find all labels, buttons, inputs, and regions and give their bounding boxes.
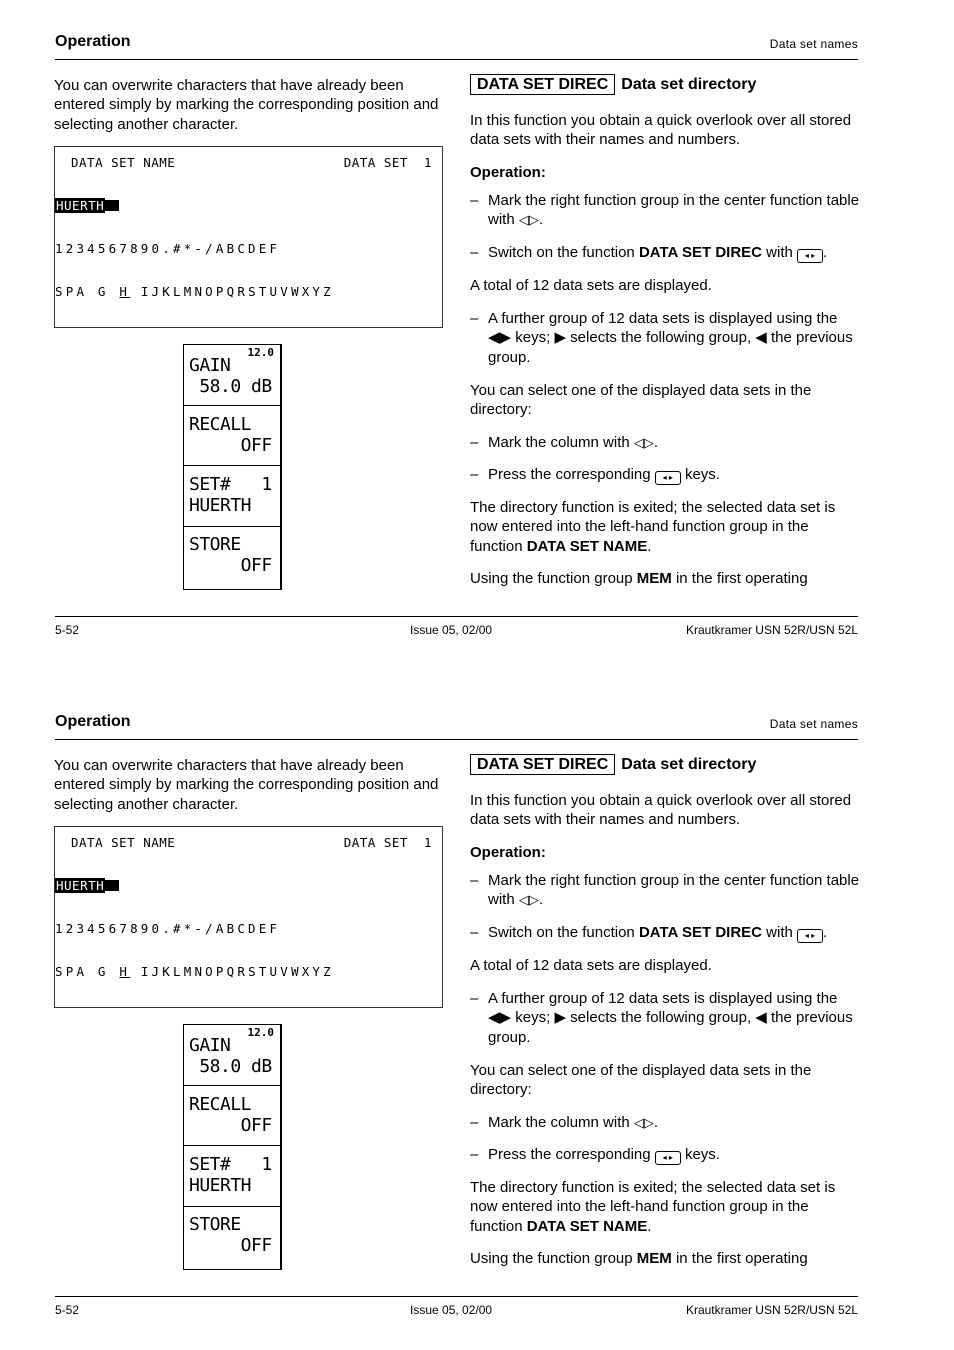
intro-text: In this function you obtain a quick overlook over all stored data sets with their names and numbers. bbox=[470, 112, 852, 149]
section-title: Data set directory bbox=[621, 756, 757, 773]
step-further-group bbox=[488, 989, 862, 1047]
step3-text-a: A further group of 12 data sets is displayed using the bbox=[488, 990, 838, 1007]
arrow-left-solid-icon: ◀ bbox=[488, 1009, 500, 1027]
function-group-lcd bbox=[183, 1024, 282, 1270]
screen-title: DATA SET NAME bbox=[71, 835, 176, 850]
arrow-right-outline-icon: ▷ bbox=[528, 892, 539, 908]
using-text bbox=[470, 569, 862, 588]
double-arrow-key-icon: ◂ ▸ bbox=[797, 929, 823, 943]
step2-bold: DATA SET DIREC bbox=[638, 924, 762, 941]
bullet-dash: – bbox=[470, 1146, 479, 1163]
using-text-a: Using the function group bbox=[470, 570, 633, 587]
arrow-right-solid-icon: ▶ bbox=[554, 329, 566, 347]
arrow-right-solid-icon: ▶ bbox=[499, 1009, 512, 1027]
step2-bold: DATA SET DIREC bbox=[638, 244, 762, 261]
step3-text-d: the previous group. bbox=[488, 329, 853, 366]
set-name: HUERTH bbox=[189, 495, 252, 516]
step-mark-group: Mark the right function group in the center function table with ◁▷. bbox=[488, 872, 860, 909]
gain-label: GAIN bbox=[189, 1035, 231, 1056]
lcd-recall bbox=[184, 405, 280, 466]
section-heading bbox=[470, 74, 756, 95]
using-text-b: in the first operating bbox=[675, 1250, 808, 1267]
exit-bold: DATA SET NAME bbox=[526, 537, 648, 555]
screen-title: DATA SET NAME bbox=[71, 155, 176, 170]
bullet-dash: – bbox=[470, 244, 479, 261]
double-arrow-key-icon: ◂ ▸ bbox=[797, 249, 823, 263]
step-mark-column: Mark the column with ◁▷. bbox=[488, 1114, 659, 1131]
gain-step: 12.0 bbox=[247, 346, 274, 359]
select-text: You can select one of the displayed data sets in the directory: bbox=[470, 382, 812, 419]
lcd-set bbox=[184, 1146, 280, 1207]
intro-text: In this function you obtain a quick overlook over all stored data sets with their names and numbers. bbox=[470, 792, 852, 829]
arrow-right-solid-icon: ▶ bbox=[499, 329, 512, 347]
char-row-1: 1234567890.#*-/ABCDEF bbox=[55, 921, 281, 936]
arrow-left-outline-icon: ◁ bbox=[633, 1115, 644, 1130]
header-rule bbox=[55, 59, 858, 60]
gain-label: GAIN bbox=[189, 355, 231, 376]
recall-value: OFF bbox=[189, 1115, 272, 1136]
exit-text-a: The directory function is exited; the selected data set is now entered into the left-hand function group in the function bbox=[470, 1179, 836, 1235]
step2-with: with bbox=[766, 244, 793, 261]
step5-text-a: Press the corresponding bbox=[488, 466, 651, 483]
bullet-dash: – bbox=[470, 990, 479, 1007]
bullet-dash: – bbox=[470, 1114, 479, 1131]
total-text: A total of 12 data sets are displayed. bbox=[470, 277, 712, 294]
function-group-lcd bbox=[183, 344, 282, 590]
step-mark-group: Mark the right function group in the center function table with ◁▷. bbox=[488, 192, 860, 229]
footer-issue: Issue 05, 02/00 bbox=[410, 1303, 493, 1317]
cursor-block bbox=[105, 200, 119, 211]
page-top bbox=[0, 0, 954, 660]
arrow-right-outline-icon: ▷ bbox=[643, 1115, 654, 1130]
recall-label: RECALL bbox=[189, 414, 252, 435]
using-bold: MEM bbox=[636, 1250, 672, 1267]
lcd-recall bbox=[184, 1085, 280, 1146]
footer-product: Krautkramer USN 52R/USN 52L bbox=[685, 1303, 858, 1317]
cursor-block bbox=[105, 880, 119, 891]
arrow-right-outline-icon: ▷ bbox=[643, 435, 654, 450]
char-row-2 bbox=[55, 964, 334, 979]
data-set-name-screen bbox=[54, 146, 443, 328]
char-row-2 bbox=[55, 284, 334, 299]
store-label: STORE bbox=[189, 534, 241, 555]
header-rule bbox=[55, 739, 858, 740]
bullet-dash: – bbox=[470, 192, 479, 209]
gain-value: 58.0 dB bbox=[189, 376, 272, 397]
bullet-dash: – bbox=[470, 872, 479, 889]
name-highlight: HUERTH bbox=[56, 878, 105, 893]
store-value: OFF bbox=[189, 555, 272, 576]
bullet-dash: – bbox=[470, 466, 479, 483]
set-label: SET# 1 bbox=[189, 474, 272, 495]
page-bottom bbox=[0, 680, 954, 1340]
using-text-a: Using the function group bbox=[470, 1250, 633, 1267]
lcd-gain bbox=[184, 1025, 280, 1086]
lcd-store bbox=[184, 1207, 280, 1267]
step3-text-b: keys; bbox=[515, 1009, 551, 1027]
lcd-gain bbox=[184, 345, 280, 406]
step1-text: Mark the right function group in the center function table with bbox=[488, 872, 860, 909]
section-title: Data set directory bbox=[621, 76, 757, 93]
arrow-left-outline-icon: ◁ bbox=[633, 435, 644, 450]
step4-text: Mark the column with bbox=[488, 1114, 630, 1131]
set-name: HUERTH bbox=[189, 1175, 252, 1196]
screen-set-number: DATA SET 1 bbox=[343, 155, 432, 170]
step-press-keys bbox=[488, 465, 862, 485]
recall-label: RECALL bbox=[189, 1094, 252, 1115]
footer-page: 5-52 bbox=[55, 623, 80, 637]
operation-label: Operation: bbox=[470, 164, 546, 181]
exit-text: The directory function is exited; the selected data set is now entered into the left-hand function group in the function DATA SET NAME. bbox=[470, 1179, 836, 1235]
recall-value: OFF bbox=[189, 435, 272, 456]
arrow-right-outline-icon: ▷ bbox=[528, 212, 539, 228]
total-text: A total of 12 data sets are displayed. bbox=[470, 957, 712, 974]
store-label: STORE bbox=[189, 1214, 241, 1235]
footer-product: Krautkramer USN 52R/USN 52L bbox=[685, 623, 858, 637]
screen-set-number: DATA SET 1 bbox=[343, 835, 432, 850]
footer-issue: Issue 05, 02/00 bbox=[410, 623, 493, 637]
step2-text: Switch on the function bbox=[488, 244, 635, 261]
section-heading bbox=[470, 754, 756, 775]
arrow-left-outline-icon: ◁ bbox=[518, 892, 529, 908]
function-tag: DATA SET DIREC bbox=[470, 754, 615, 775]
exit-text-a: The directory function is exited; the selected data set is now entered into the left-hand function group in the function bbox=[470, 499, 836, 555]
header-title: Operation bbox=[55, 713, 131, 730]
arrow-left-solid-icon: ◀ bbox=[755, 1009, 767, 1027]
name-highlight: HUERTH bbox=[56, 198, 105, 213]
arrow-left-outline-icon: ◁ bbox=[518, 212, 529, 228]
step-press-keys bbox=[488, 1145, 862, 1165]
exit-bold: DATA SET NAME bbox=[526, 1217, 648, 1235]
step-further-group bbox=[488, 309, 862, 367]
set-label: SET# 1 bbox=[189, 1154, 272, 1175]
lcd-store bbox=[184, 527, 280, 587]
step3-text-c: selects the following group, bbox=[570, 1009, 752, 1027]
step2-text: Switch on the function bbox=[488, 924, 635, 941]
gain-value: 58.0 dB bbox=[189, 1056, 272, 1077]
step5-text-b: keys. bbox=[684, 1146, 720, 1163]
step-switch-on: Switch on the function DATA SET DIREC with ◂ ▸ . bbox=[488, 244, 828, 261]
footer-rule bbox=[55, 616, 858, 617]
step2-with: with bbox=[766, 924, 793, 941]
row2-cursor: H bbox=[119, 964, 131, 979]
step3-text-d: the previous group. bbox=[488, 1009, 853, 1046]
using-bold: MEM bbox=[636, 570, 672, 587]
lcd-set bbox=[184, 466, 280, 527]
bullet-dash: – bbox=[470, 924, 479, 941]
using-text-b: in the first operating bbox=[675, 570, 808, 587]
screen-name-field bbox=[55, 878, 119, 893]
gain-step: 12.0 bbox=[247, 1026, 274, 1039]
step-switch-on: Switch on the function DATA SET DIREC with ◂ ▸ . bbox=[488, 924, 828, 941]
arrow-left-solid-icon: ◀ bbox=[488, 329, 500, 347]
row2-rest: IJKLMNOPQRSTUVWXYZ bbox=[130, 964, 334, 979]
footer-rule bbox=[55, 1296, 858, 1297]
operation-label: Operation: bbox=[470, 844, 546, 861]
exit-text: The directory function is exited; the selected data set is now entered into the left-hand function group in the function DATA SET NAME. bbox=[470, 499, 836, 555]
double-arrow-key-icon: ◂ ▸ bbox=[655, 471, 681, 485]
double-arrow-key-icon: ◂ ▸ bbox=[655, 1151, 681, 1165]
store-value: OFF bbox=[189, 1235, 272, 1256]
step-mark-column: Mark the column with ◁▷. bbox=[488, 434, 659, 451]
header-title: Operation bbox=[55, 33, 131, 50]
header-section: Data set names bbox=[769, 37, 858, 51]
bullet-dash: – bbox=[470, 310, 479, 327]
screen-name-field bbox=[55, 198, 119, 213]
arrow-right-solid-icon: ▶ bbox=[554, 1009, 566, 1027]
footer-page: 5-52 bbox=[55, 1303, 80, 1317]
arrow-left-solid-icon: ◀ bbox=[755, 329, 767, 347]
step5-text-a: Press the corresponding bbox=[488, 1146, 651, 1163]
step3-text-b: keys; bbox=[515, 329, 551, 347]
step3-text-c: selects the following group, bbox=[570, 329, 752, 347]
row2-prefix: SPA G bbox=[55, 964, 120, 979]
step4-text: Mark the column with bbox=[488, 434, 630, 451]
step1-text: Mark the right function group in the center function table with bbox=[488, 192, 860, 229]
select-text: You can select one of the displayed data sets in the directory: bbox=[470, 1062, 812, 1099]
step5-text-b: keys. bbox=[684, 466, 720, 483]
row2-prefix: SPA G bbox=[55, 284, 120, 299]
row2-rest: IJKLMNOPQRSTUVWXYZ bbox=[130, 284, 334, 299]
step3-text-a: A further group of 12 data sets is displayed using the bbox=[488, 310, 838, 327]
function-tag: DATA SET DIREC bbox=[470, 74, 615, 95]
left-paragraph: You can overwrite characters that have already been entered simply by marking the corresponding position and selecting another character. bbox=[54, 757, 439, 813]
left-paragraph: You can overwrite characters that have already been entered simply by marking the corresponding position and selecting another character. bbox=[54, 77, 439, 133]
header-section: Data set names bbox=[769, 717, 858, 731]
using-text bbox=[470, 1249, 862, 1268]
char-row-1: 1234567890.#*-/ABCDEF bbox=[55, 241, 281, 256]
bullet-dash: – bbox=[470, 434, 479, 451]
row2-cursor: H bbox=[119, 284, 131, 299]
data-set-name-screen bbox=[54, 826, 443, 1008]
